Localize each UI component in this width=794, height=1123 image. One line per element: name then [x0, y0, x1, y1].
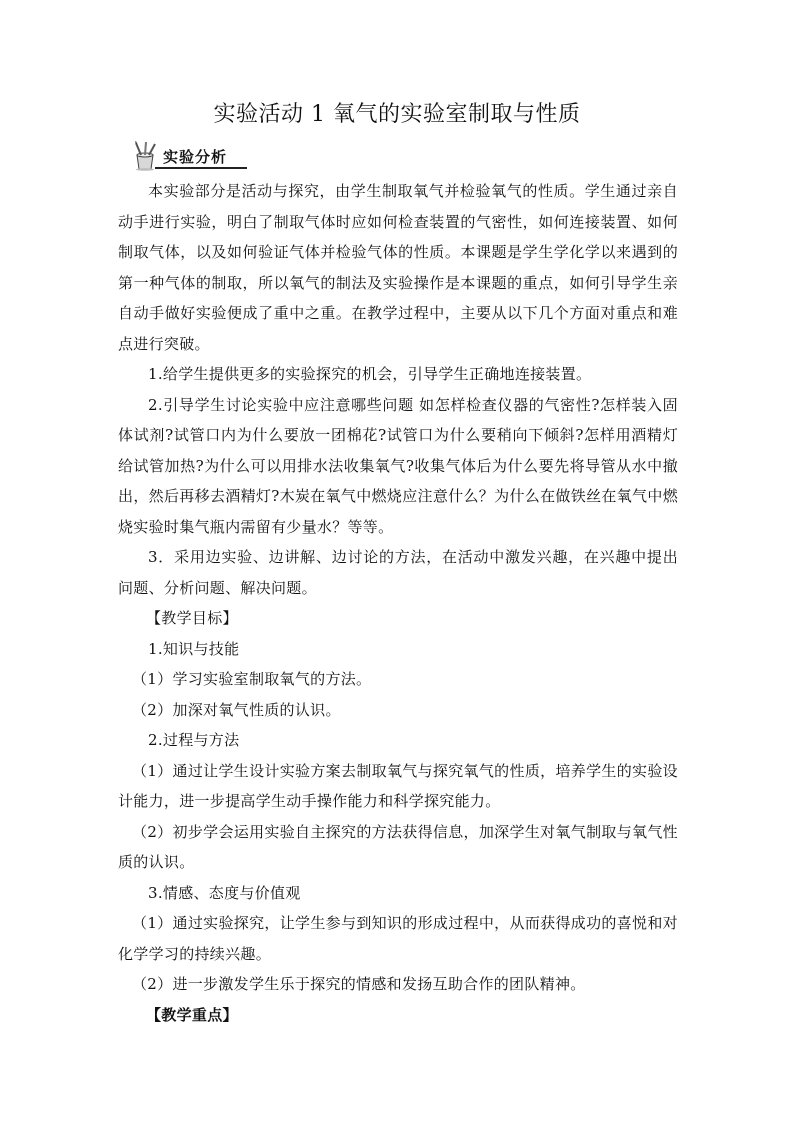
paragraph-point-2: 2.引导学生讨论实验中应注意哪些问题 如怎样检查仪器的气密性?怎样装入固体试剂?试管口内为什么要放一团棉花?试管口为什么要稍向下倾斜?怎样用酒精灯给试管加热?为什么可以用排水法收集氧气?收集气体后为什么要先将导管从水中撤出，然后再移去酒精灯?木炭在氧气中燃烧应注意什么？为什么在做铁丝在氧气中燃烧实验时集气瓶内需留有少量水？等等。	[118, 395, 678, 536]
section-badge-label: 实验分析	[163, 148, 228, 166]
goal-3-heading: 3.情感、态度与价值观	[148, 883, 301, 902]
goal-2-heading: 2.过程与方法	[148, 731, 240, 749]
paragraph-point-3: 3．采用边实验、边讲解、边讨论的方法，在活动中激发兴趣，在兴趣中提出问题、分析问题、解决问题。	[118, 548, 678, 597]
section-badge	[125, 141, 245, 171]
goal-1-heading: 1.知识与技能	[148, 639, 240, 658]
goal-1-item-b: （2）加深对氧气性质的认识。	[132, 700, 341, 719]
goal-3-item-a: （1）通过实验探究，让学生参与到知识的形成过程中，从而获得成功的喜悦和对化学学习的持续兴趣。	[118, 914, 678, 963]
heading-teaching-goals: 【教学目标】	[146, 609, 238, 627]
goal-2-item-a: （1）通过让学生设计实验方案去制取氧气与探究氧气的性质，培养学生的实验设计能力，进一步提高学生动手操作能力和科学探究能力。	[118, 761, 678, 810]
paragraph-intro: 本实验部分是活动与探究，由学生制取氧气并检验氧气的性质。学生通过亲自动手进行实验，明白了制取气体时应如何检查装置的气密性，如何连接装置、如何制取气体，以及如何验证气体并检验气体的性质。本课题是学生学化学以来遇到的第一种气体的制取，所以氧气的制法及实验操作是本课题的重点，如何引导学生亲自动手做好实验便成了重中之重。在教学过程中，主要从以下几个方面对重点和难点进行突破。	[118, 182, 678, 353]
body-content	[118, 176, 678, 1030]
page-title: 实验活动 1 氧气的实验室制取与性质	[213, 102, 581, 127]
goal-1-item-a: （1）学习实验室制取氧气的方法。	[132, 670, 372, 688]
heading-teaching-key-points: 【教学重点】	[146, 1005, 238, 1024]
paragraph-point-1: 1.给学生提供更多的实验探究的机会，引导学生正确地连接装置。	[148, 365, 592, 383]
goal-2-item-b: （2）初步学会运用实验自主探究的方法获得信息，加深学生对氧气制取与氧气性质的认识。	[118, 822, 678, 871]
goal-3-item-b: （2）进一步激发学生乐于探究的情感和发扬互助合作的团队精神。	[132, 975, 586, 993]
section-badge-underline	[155, 167, 247, 169]
